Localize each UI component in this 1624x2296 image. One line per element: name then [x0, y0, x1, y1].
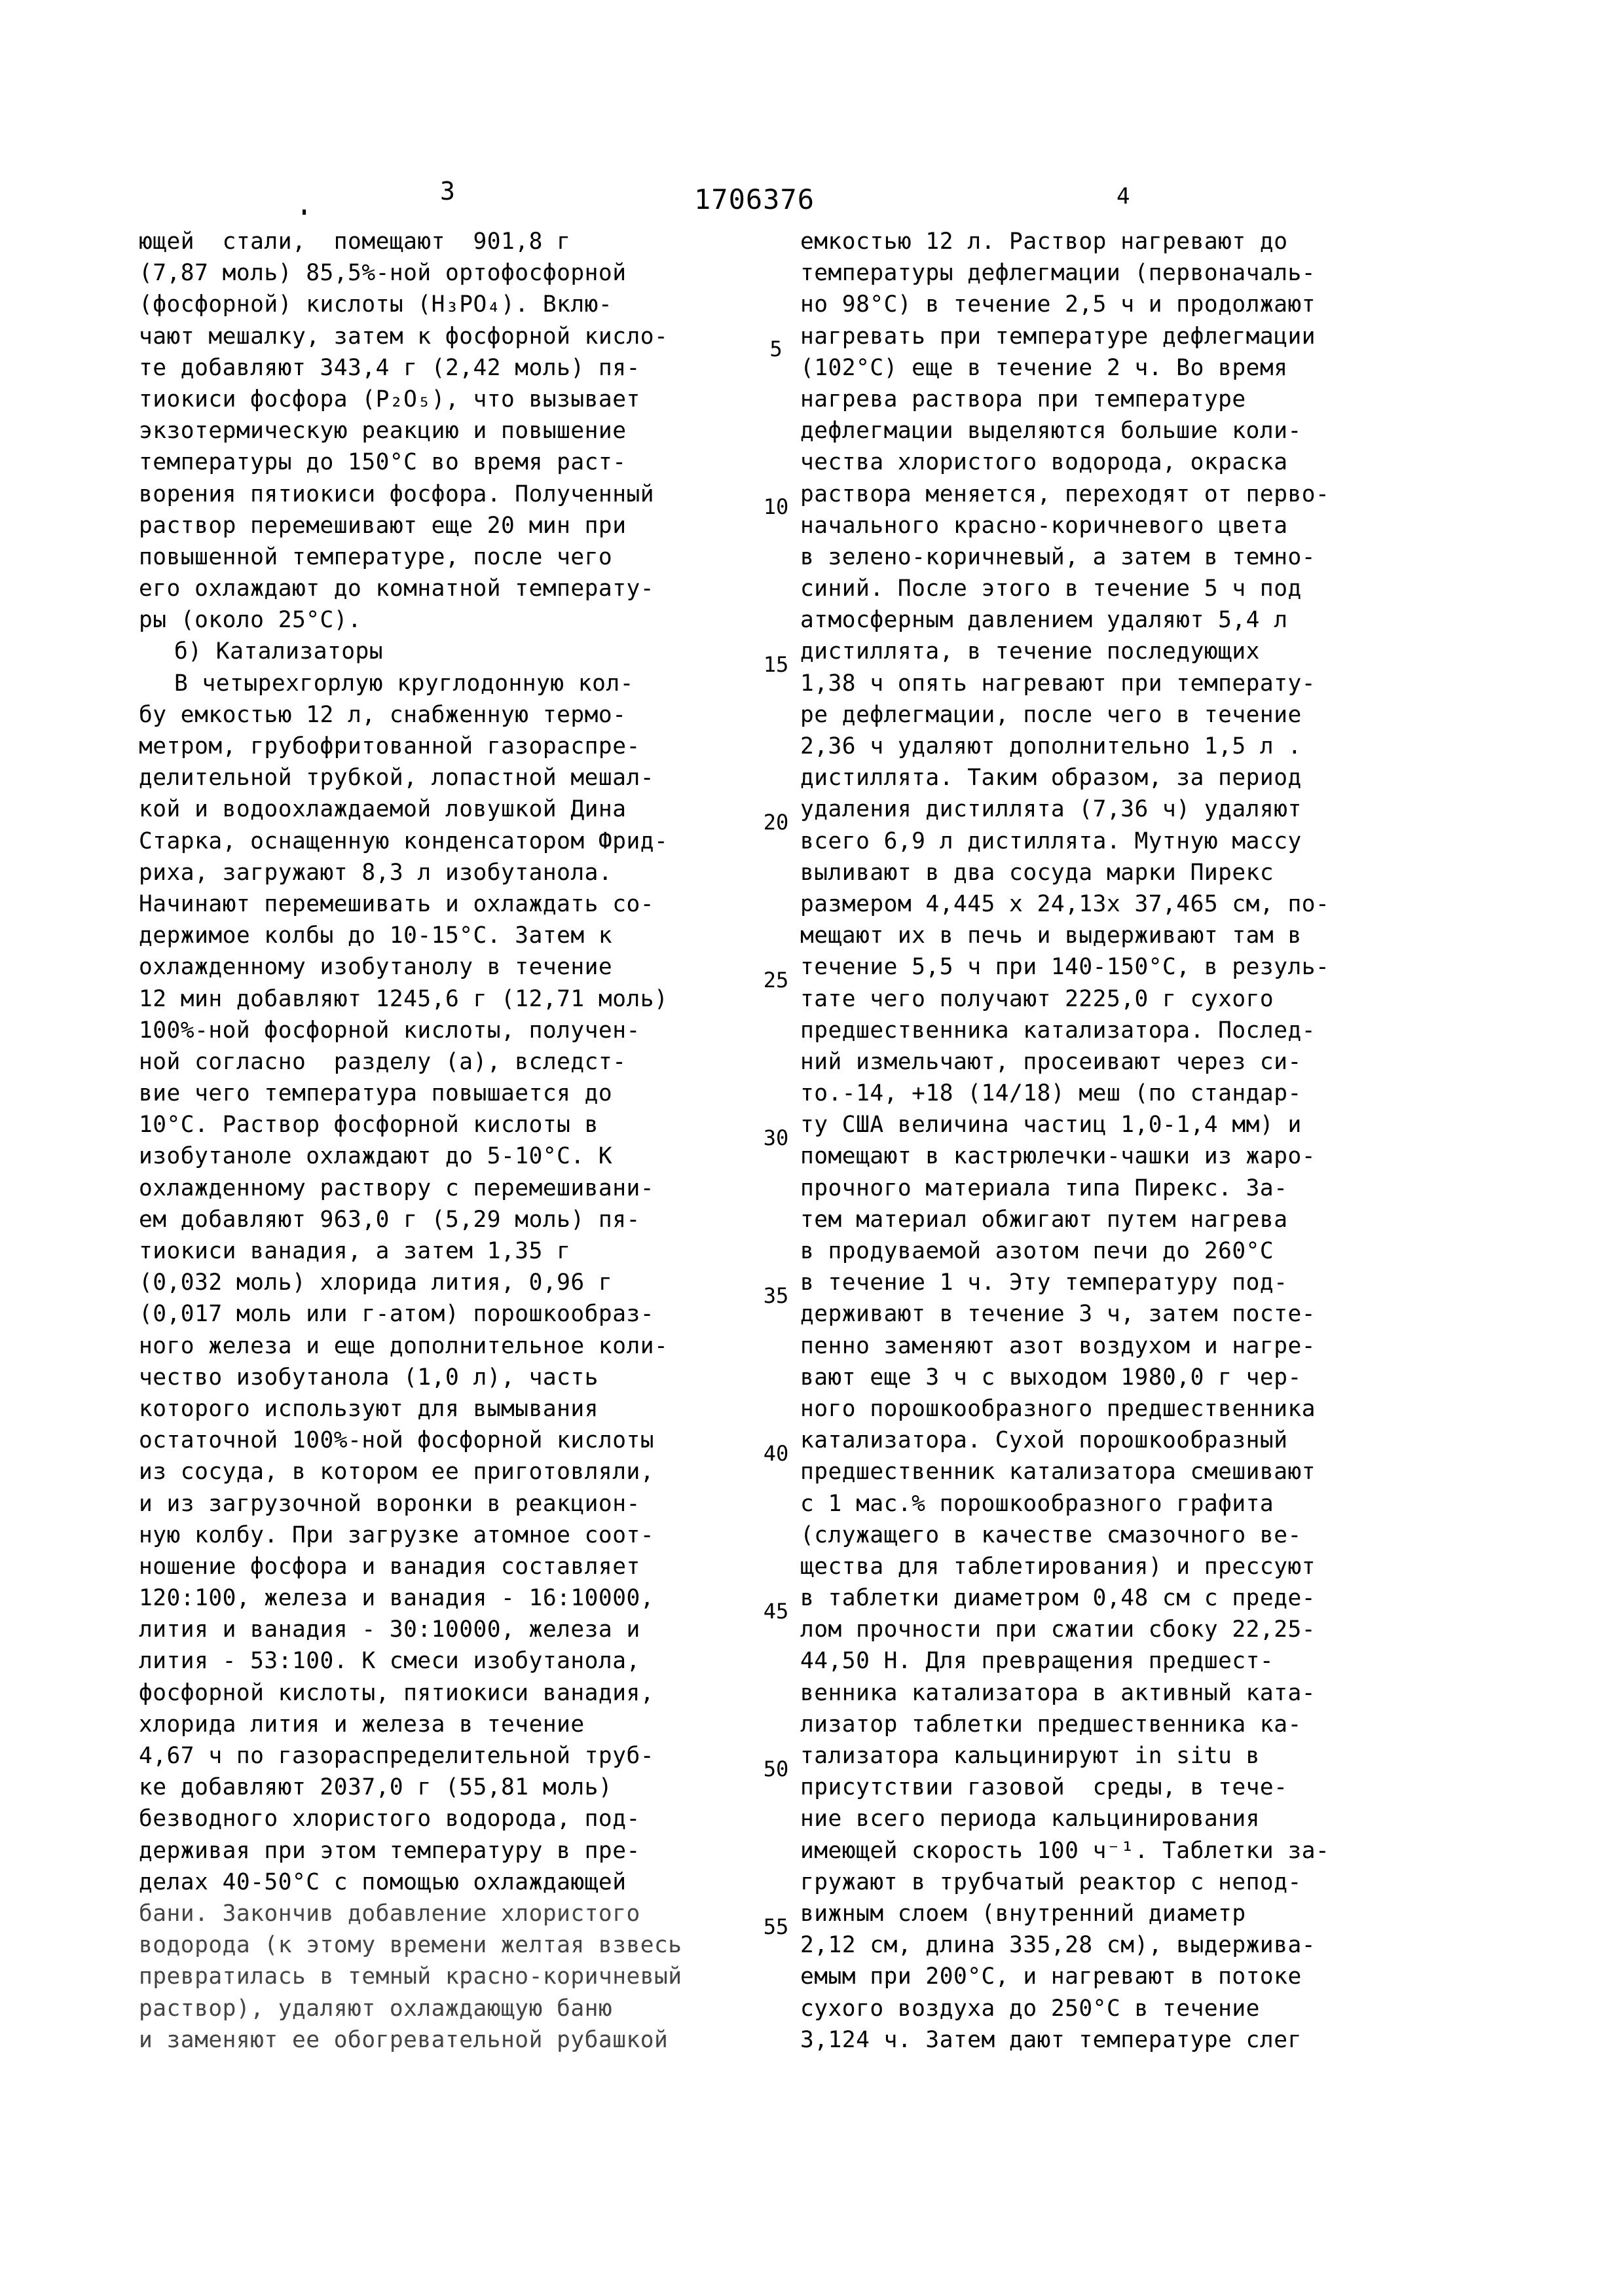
- text-line: ную колбу. При загрузке атомное соот-: [139, 1520, 761, 1551]
- text-line: ний измельчают, просеивают через си-: [800, 1046, 1468, 1078]
- text-line: имеющей скорость 100 ч⁻¹. Таблетки за-: [800, 1835, 1468, 1867]
- text-line: охлажденному изобутанолу в течение: [139, 951, 761, 983]
- right-column: [800, 226, 1468, 2056]
- text-line: гружают в трубчатый реактор с непод-: [800, 1867, 1468, 1898]
- text-line: 3,124 ч. Затем дают температуре слег: [800, 2024, 1468, 2056]
- left-column: [139, 226, 761, 2056]
- text-line: (фосфорной) кислоты (H₃PO₄). Вклю-: [139, 289, 761, 320]
- text-line: (7,87 моль) 85,5%-ной ортофосфорной: [139, 257, 761, 289]
- text-line: бани. Закончив добавление хлористого: [139, 1898, 761, 1929]
- text-line: и из загрузочной воронки в реакцион-: [139, 1488, 761, 1520]
- text-line: держивая при этом температуру в пре-: [139, 1835, 761, 1867]
- text-line: вижным слоем (внутренний диаметр: [800, 1898, 1468, 1929]
- patent-number: 1706376: [694, 183, 815, 215]
- text-line: изобутаноле охлаждают до 5-10°С. К: [139, 1140, 761, 1172]
- text-line: риха, загружают 8,3 л изобутанола.: [139, 857, 761, 888]
- text-line: (102°С) еще в течение 2 ч. Во время: [800, 352, 1468, 384]
- text-line: фосфорной кислоты, пятиокиси ванадия,: [139, 1677, 761, 1709]
- text-line: удаления дистиллята (7,36 ч) удаляют: [800, 793, 1468, 825]
- text-line: всего 6,9 л дистиллята. Мутную массу: [800, 826, 1468, 857]
- text-line: чество изобутанола (1,0 л), часть: [139, 1362, 761, 1393]
- text-line: венника катализатора в активный ката-: [800, 1677, 1468, 1709]
- text-line: чают мешалку, затем к фосфорной кисло-: [139, 321, 761, 352]
- text-line: синий. После этого в течение 5 ч под: [800, 573, 1468, 604]
- text-line: температуры дефлегмации (первоначаль-: [800, 257, 1468, 289]
- margin-line-number: 40: [753, 1438, 799, 1469]
- text-line: температуры до 150°С во время раст-: [139, 446, 761, 478]
- text-line: емым при 200°С, и нагревают в потоке: [800, 1961, 1468, 1992]
- margin-line-number: 30: [753, 1122, 799, 1154]
- text-line: тем материал обжигают путем нагрева: [800, 1204, 1468, 1235]
- text-line: Начинают перемешивать и охлаждать со-: [139, 888, 761, 920]
- text-line: Старка, оснащенную конденсатором Фрид-: [139, 826, 761, 857]
- margin-line-number: 15: [753, 649, 799, 680]
- text-line: ры (около 25°С).: [139, 604, 761, 636]
- text-line: 44,50 Н. Для превращения предшест-: [800, 1645, 1468, 1677]
- text-line: течение 5,5 ч при 140-150°С, в резуль-: [800, 951, 1468, 983]
- page-header: [0, 177, 1624, 216]
- text-line: 4,67 ч по газораспределительной труб-: [139, 1740, 761, 1772]
- text-line: емкостью 12 л. Раствор нагревают до: [800, 226, 1468, 257]
- text-line: дистиллята, в течение последующих: [800, 636, 1468, 667]
- text-line: размером 4,445 x 24,13x 37,465 см, по-: [800, 888, 1468, 920]
- text-line: его охлаждают до комнатной температу-: [139, 573, 761, 604]
- text-line: 120:100, железа и ванадия - 16:10000,: [139, 1582, 761, 1614]
- text-line: бу емкостью 12 л, снабженную термо-: [139, 699, 761, 731]
- text-line: помещают в кастрюлечки-чашки из жаро-: [800, 1140, 1468, 1172]
- text-line: держивают в течение 3 ч, затем посте-: [800, 1298, 1468, 1330]
- text-line: ре дефлегмации, после чего в течение: [800, 699, 1468, 731]
- text-line: раствор), удаляют охлаждающую баню: [139, 1993, 761, 2024]
- text-line: мещают их в печь и выдерживают там в: [800, 920, 1468, 951]
- text-line: щества для таблетирования) и прессуют: [800, 1551, 1468, 1582]
- text-line: остаточной 100%-ной фосфорной кислоты: [139, 1425, 761, 1456]
- text-line: 2,36 ч удаляют дополнительно 1,5 л .: [800, 731, 1468, 762]
- text-line: тиокиси ванадия, а затем 1,35 г: [139, 1235, 761, 1267]
- text-line: (служащего в качестве смазочного ве-: [800, 1520, 1468, 1551]
- text-line: охлажденному раствору с перемешивани-: [139, 1173, 761, 1204]
- text-line: раствор перемешивают еще 20 мин при: [139, 510, 761, 541]
- text-line: катализатора. Сухой порошкообразный: [800, 1425, 1468, 1456]
- text-line: вают еще 3 ч с выходом 1980,0 г чер-: [800, 1362, 1468, 1393]
- page-number-left: 3: [440, 177, 455, 206]
- text-line: ного железа и еще дополнительное коли-: [139, 1330, 761, 1362]
- text-line: безводного хлористого водорода, под-: [139, 1803, 761, 1834]
- text-line: с 1 мас.% порошкообразного графита: [800, 1488, 1468, 1520]
- text-line: пенно заменяют азот воздухом и нагре-: [800, 1330, 1468, 1362]
- margin-line-number: 35: [753, 1280, 799, 1311]
- text-line: делах 40-50°С с помощью охлаждающей: [139, 1867, 761, 1898]
- text-line: которого используют для вымывания: [139, 1393, 761, 1425]
- text-line: (0,032 моль) хлорида лития, 0,96 г: [139, 1267, 761, 1298]
- text-line: превратилась в темный красно-коричневый: [139, 1961, 761, 1992]
- margin-line-number: 45: [753, 1595, 799, 1627]
- text-line: то.-14, +18 (14/18) меш (по стандар-: [800, 1078, 1468, 1109]
- margin-line-number: 10: [753, 491, 799, 522]
- text-line: предшественника катализатора. Послед-: [800, 1015, 1468, 1046]
- text-line: ке добавляют 2037,0 г (55,81 моль): [139, 1772, 761, 1803]
- text-line: чества хлористого водорода, окраска: [800, 446, 1468, 478]
- text-line: те добавляют 343,4 г (2,42 моль) пя-: [139, 352, 761, 384]
- text-line: повышенной температуре, после чего: [139, 541, 761, 573]
- text-line: (0,017 моль или г-атом) порошкообраз-: [139, 1298, 761, 1330]
- text-line: тиокиси фосфора (P₂O₅), что вызывает: [139, 384, 761, 415]
- text-line: начального красно-коричневого цвета: [800, 510, 1468, 541]
- text-line: предшественник катализатора смешивают: [800, 1456, 1468, 1487]
- text-line: кой и водоохлаждаемой ловушкой Дина: [139, 793, 761, 825]
- text-line: и заменяют ее обогревательной рубашкой: [139, 2024, 761, 2056]
- text-line: делительной трубкой, лопастной мешал-: [139, 762, 761, 793]
- text-line: экзотермическую реакцию и повышение: [139, 415, 761, 446]
- text-line: 10°С. Раствор фосфорной кислоты в: [139, 1109, 761, 1140]
- text-line: атмосферным давлением удаляют 5,4 л: [800, 604, 1468, 636]
- text-line: нагрева раствора при температуре: [800, 384, 1468, 415]
- text-line: дефлегмации выделяются большие коли-: [800, 415, 1468, 446]
- text-line: сухого воздуха до 250°С в течение: [800, 1993, 1468, 2024]
- page-number-right: 4: [1116, 183, 1130, 210]
- text-line: прочного материала типа Пирекс. За-: [800, 1173, 1468, 1204]
- text-line: лизатор таблетки предшественника ка-: [800, 1709, 1468, 1740]
- text-line: хлорида лития и железа в течение: [139, 1709, 761, 1740]
- text-line: метром, грубофритованной газораспре-: [139, 731, 761, 762]
- text-line: тате чего получают 2225,0 г сухого: [800, 983, 1468, 1015]
- text-line: в таблетки диаметром 0,48 см с преде-: [800, 1582, 1468, 1614]
- text-line: выливают в два сосуда марки Пирекс: [800, 857, 1468, 888]
- text-line: в продуваемой азотом печи до 260°С: [800, 1235, 1468, 1267]
- text-line: в течение 1 ч. Эту температуру под-: [800, 1267, 1468, 1298]
- text-line: из сосуда, в котором ее приготовляли,: [139, 1456, 761, 1487]
- margin-line-number: 50: [753, 1753, 799, 1785]
- text-line: ту США величина частиц 1,0-1,4 мм) и: [800, 1109, 1468, 1140]
- text-line: лития и ванадия - 30:10000, железа и: [139, 1614, 761, 1645]
- margin-line-number: 55: [753, 1911, 799, 1942]
- margin-line-number: 5: [753, 333, 799, 365]
- text-line: ем добавляют 963,0 г (5,29 моль) пя-: [139, 1204, 761, 1235]
- text-line: но 98°С) в течение 2,5 ч и продолжают: [800, 289, 1468, 320]
- text-line: в зелено-коричневый, а затем в темно-: [800, 541, 1468, 573]
- margin-line-number: 25: [753, 964, 799, 996]
- text-line: 2,12 см, длина 335,28 см), выдержива-: [800, 1929, 1468, 1961]
- text-line: ворения пятиокиси фосфора. Полученный: [139, 479, 761, 510]
- text-line: В четырехгорлую круглодонную кол-: [139, 668, 761, 699]
- text-line: лом прочности при сжатии сбоку 22,25-: [800, 1614, 1468, 1645]
- text-line: тализатора кальцинируют in situ в: [800, 1740, 1468, 1772]
- text-line: нагревать при температуре дефлегмации: [800, 321, 1468, 352]
- margin-line-number: 20: [753, 807, 799, 838]
- text-line: держимое колбы до 10-15°С. Затем к: [139, 920, 761, 951]
- text-line: ного порошкообразного предшественника: [800, 1393, 1468, 1425]
- text-line: лития - 53:100. К смеси изобутанола,: [139, 1645, 761, 1677]
- text-line: ной согласно разделу (а), вследст-: [139, 1046, 761, 1078]
- scan-speck: [303, 210, 306, 215]
- text-line: ющей стали, помещают 901,8 г: [139, 226, 761, 257]
- text-line: 1,38 ч опять нагревают при температу-: [800, 668, 1468, 699]
- text-line: водорода (к этому времени желтая взвесь: [139, 1929, 761, 1961]
- text-line: ние всего периода кальцинирования: [800, 1803, 1468, 1834]
- text-line: вие чего температура повышается до: [139, 1078, 761, 1109]
- text-line: дистиллята. Таким образом, за период: [800, 762, 1468, 793]
- text-line: ношение фосфора и ванадия составляет: [139, 1551, 761, 1582]
- text-line: 12 мин добавляют 1245,6 г (12,71 моль): [139, 983, 761, 1015]
- text-line: 100%-ной фосфорной кислоты, получен-: [139, 1015, 761, 1046]
- text-line: присутствии газовой среды, в тече-: [800, 1772, 1468, 1803]
- text-line: б) Катализаторы: [139, 636, 761, 667]
- text-line: раствора меняется, переходят от перво-: [800, 479, 1468, 510]
